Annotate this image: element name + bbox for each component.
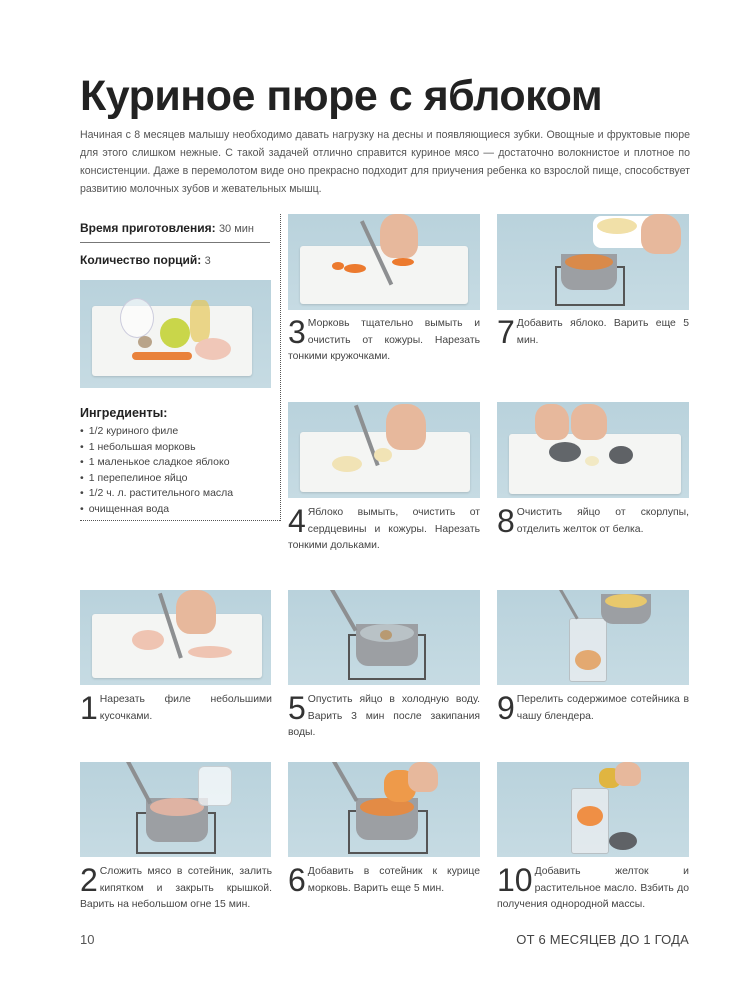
step-text: Опустить яйцо в холодную воду. Варить 3 мин после закипания воды. bbox=[288, 694, 480, 738]
list-item: • 1 небольшая морковь bbox=[80, 440, 233, 456]
step-text: Очистить яйцо от скорлупы, отделить желток от белка. bbox=[516, 507, 689, 535]
step-4-photo bbox=[288, 402, 480, 498]
step-1-photo bbox=[80, 590, 271, 685]
step-number: 10 bbox=[497, 862, 533, 898]
list-item: • 1 перепелиное яйцо bbox=[80, 471, 233, 487]
step-number: 5 bbox=[288, 690, 306, 726]
dotted-divider-vertical bbox=[280, 214, 281, 521]
step-6-photo bbox=[288, 762, 480, 857]
step-text: Перелить содержимое сотейника в чашу блендера. bbox=[516, 694, 689, 722]
prep-time bbox=[80, 221, 254, 235]
step-5-photo bbox=[288, 590, 480, 685]
step-number: 2 bbox=[80, 862, 98, 898]
step-text: Нарезать филе небольшими кусочками. bbox=[99, 694, 272, 722]
list-item: • очищенная вода bbox=[80, 502, 233, 518]
step-number: 9 bbox=[497, 690, 515, 726]
step-10 bbox=[497, 864, 689, 914]
section-title: ОТ 6 МЕСЯЦЕВ ДО 1 ГОДА bbox=[516, 932, 689, 947]
step-10-photo bbox=[497, 762, 689, 857]
step-2-photo bbox=[80, 762, 271, 857]
list-item: • 1/2 куриного филе bbox=[80, 424, 233, 440]
dotted-divider-horizontal bbox=[80, 520, 280, 521]
page-number: 10 bbox=[80, 932, 95, 947]
step-2 bbox=[80, 864, 272, 914]
step-3-photo bbox=[288, 214, 480, 310]
step-8-photo bbox=[497, 402, 689, 498]
step-number: 8 bbox=[497, 503, 515, 539]
step-9 bbox=[497, 692, 689, 725]
step-text: Сложить мясо в сотейник, залить кипятком и закрыть крышкой. Варить на небольшом огне 15 мин. bbox=[80, 866, 272, 910]
step-6 bbox=[288, 864, 480, 897]
divider bbox=[80, 242, 270, 243]
step-number: 6 bbox=[288, 862, 306, 898]
ingredients-list bbox=[80, 424, 233, 518]
step-7 bbox=[497, 316, 689, 349]
step-text: Добавить яблоко. Варить еще 5 мин. bbox=[516, 318, 689, 346]
list-item: • 1 маленькое сладкое яблоко bbox=[80, 455, 233, 471]
step-text: Добавить в сотейник к курице морковь. Варить еще 5 мин. bbox=[307, 866, 480, 894]
step-text: Морковь тщательно вымыть и очистить от кожуры. Нарезать тонкими кружочками. bbox=[288, 318, 480, 362]
step-number: 4 bbox=[288, 503, 306, 539]
step-number: 7 bbox=[497, 314, 515, 350]
step-9-photo bbox=[497, 590, 689, 685]
step-3 bbox=[288, 316, 480, 366]
step-number: 1 bbox=[80, 690, 98, 726]
step-text: Добавить желток и растительное масло. Взбить до получения однородной массы. bbox=[497, 866, 689, 910]
servings bbox=[80, 253, 211, 267]
page-title: Куриное пюре с яблоком bbox=[80, 72, 603, 120]
ingredients-photo bbox=[80, 280, 271, 388]
servings-label: Количество порций: bbox=[80, 253, 202, 267]
list-item: • 1/2 ч. л. растительного масла bbox=[80, 486, 233, 502]
intro-text: Начиная с 8 месяцев малышу необходимо давать нагрузку на десны и появляющиеся зубки. Овощные и фруктовые пюре для этого слишком нежные. С такой задачей отлично справится куриное мясо — достаточно волокнистое и плотное по консистенции. Даже в перемолотом виде оно прекрасно подходит для приучения ребенка ко взрослой пище, способствует развитию молочных зубов и жевательных мышц. bbox=[80, 129, 690, 195]
step-5 bbox=[288, 692, 480, 742]
prep-time-label: Время приготовления: bbox=[80, 221, 216, 235]
servings-value: 3 bbox=[204, 255, 211, 267]
prep-time-value: 30 мин bbox=[218, 223, 255, 235]
step-7-photo bbox=[497, 214, 689, 310]
step-1 bbox=[80, 692, 272, 725]
step-number: 3 bbox=[288, 314, 306, 350]
step-text: Яблоко вымыть, очистить от сердцевины и кожуры. Нарезать тонкими дольками. bbox=[288, 507, 480, 551]
step-8 bbox=[497, 505, 689, 538]
ingredients-title: Ингредиенты: bbox=[80, 406, 168, 420]
step-4 bbox=[288, 505, 480, 555]
